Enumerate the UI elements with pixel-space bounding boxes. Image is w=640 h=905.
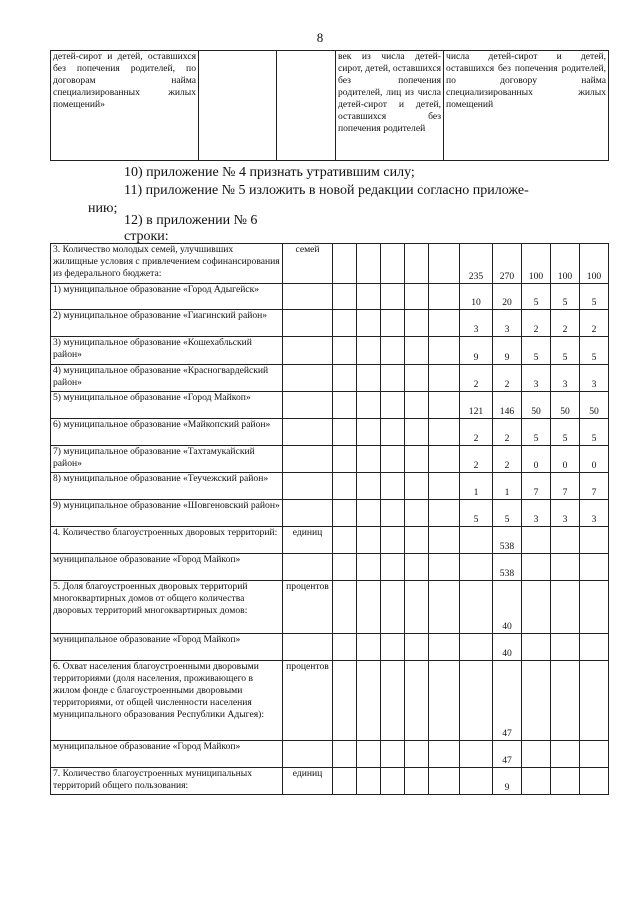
row-description: 2) муниципальное образование «Гиагинский район» bbox=[51, 310, 283, 337]
value-cell: 1 bbox=[493, 473, 522, 500]
empty-cell bbox=[429, 527, 460, 554]
value-cell bbox=[460, 527, 493, 554]
empty-cell bbox=[333, 634, 357, 661]
empty-cell bbox=[429, 661, 460, 741]
row-unit: семей bbox=[283, 244, 333, 284]
row-unit bbox=[283, 419, 333, 446]
row-description: муниципальное образование «Город Майкоп» bbox=[51, 554, 283, 581]
empty-cell bbox=[405, 365, 429, 392]
empty-cell bbox=[333, 284, 357, 310]
empty-cell bbox=[381, 310, 405, 337]
value-cell: 47 bbox=[493, 661, 522, 741]
table-row bbox=[51, 365, 609, 392]
table-row bbox=[51, 741, 609, 768]
value-cell: 2 bbox=[493, 365, 522, 392]
value-cell bbox=[522, 768, 551, 795]
value-cell: 9 bbox=[493, 337, 522, 365]
empty-cell bbox=[429, 768, 460, 795]
value-cell bbox=[580, 634, 609, 661]
row-unit bbox=[283, 337, 333, 365]
indicators-table bbox=[50, 243, 609, 795]
value-cell: 50 bbox=[522, 392, 551, 419]
value-cell bbox=[460, 634, 493, 661]
empty-cell bbox=[405, 581, 429, 634]
table-row bbox=[51, 392, 609, 419]
table-row bbox=[51, 581, 609, 634]
empty-cell bbox=[381, 446, 405, 473]
empty-cell bbox=[277, 51, 336, 161]
value-cell: 9 bbox=[493, 768, 522, 795]
row-description: 6. Охват населения благоустроенными дворовыми территориями (доля населения, проживающего в жилом фонде с благоустроенными дворовыми территориями, от общей численности населения муниципального образования Республики Адыгея): bbox=[51, 661, 283, 741]
value-cell bbox=[580, 554, 609, 581]
row-description: муниципальное образование «Город Майкоп» bbox=[51, 741, 283, 768]
value-cell bbox=[551, 768, 580, 795]
value-cell: 3 bbox=[551, 365, 580, 392]
empty-cell bbox=[357, 527, 381, 554]
row-description: 1) муниципальное образование «Город Адыгейск» bbox=[51, 284, 283, 310]
empty-cell bbox=[429, 419, 460, 446]
empty-cell bbox=[381, 365, 405, 392]
value-cell: 7 bbox=[551, 473, 580, 500]
value-cell: 121 bbox=[460, 392, 493, 419]
row-description: 7) муниципальное образование «Тахтамукайский район» bbox=[51, 446, 283, 473]
value-cell bbox=[580, 661, 609, 741]
empty-cell bbox=[405, 244, 429, 284]
empty-cell bbox=[357, 310, 381, 337]
empty-cell bbox=[381, 337, 405, 365]
value-cell bbox=[580, 527, 609, 554]
empty-cell bbox=[357, 284, 381, 310]
empty-cell bbox=[429, 741, 460, 768]
value-cell: 2 bbox=[493, 446, 522, 473]
empty-cell bbox=[429, 554, 460, 581]
value-cell bbox=[460, 741, 493, 768]
row-description: 5) муниципальное образование «Город Майкоп» bbox=[51, 392, 283, 419]
value-cell: 100 bbox=[580, 244, 609, 284]
value-cell: 9 bbox=[460, 337, 493, 365]
row-description: 9) муниципальное образование «Шовгеновский район» bbox=[51, 500, 283, 527]
table-row bbox=[51, 500, 609, 527]
value-cell bbox=[551, 634, 580, 661]
empty-cell bbox=[333, 500, 357, 527]
empty-cell bbox=[333, 581, 357, 634]
value-cell: 3 bbox=[580, 365, 609, 392]
table-row bbox=[51, 768, 609, 795]
empty-cell bbox=[429, 244, 460, 284]
row-unit bbox=[283, 741, 333, 768]
empty-cell bbox=[405, 473, 429, 500]
value-cell: 3 bbox=[522, 365, 551, 392]
table-row bbox=[51, 554, 609, 581]
empty-cell bbox=[405, 284, 429, 310]
value-cell bbox=[580, 741, 609, 768]
paragraph-12: 12) в приложении № 6 bbox=[124, 213, 258, 228]
value-cell: 50 bbox=[551, 392, 580, 419]
row-description: 6) муниципальное образование «Майкопский район» bbox=[51, 419, 283, 446]
empty-cell bbox=[429, 392, 460, 419]
value-cell: 2 bbox=[460, 446, 493, 473]
empty-cell bbox=[405, 500, 429, 527]
empty-cell bbox=[357, 741, 381, 768]
empty-cell bbox=[405, 554, 429, 581]
table-row bbox=[51, 446, 609, 473]
value-cell: 5 bbox=[580, 284, 609, 310]
value-cell: 40 bbox=[493, 634, 522, 661]
empty-cell bbox=[357, 446, 381, 473]
value-cell bbox=[460, 581, 493, 634]
value-cell bbox=[522, 581, 551, 634]
value-cell: 5 bbox=[522, 419, 551, 446]
empty-cell bbox=[429, 473, 460, 500]
page-number: 8 bbox=[316, 30, 324, 45]
value-cell: 2 bbox=[522, 310, 551, 337]
value-cell: 3 bbox=[493, 310, 522, 337]
value-cell bbox=[551, 554, 580, 581]
empty-cell bbox=[357, 768, 381, 795]
value-cell: 5 bbox=[460, 500, 493, 527]
empty-cell bbox=[333, 661, 357, 741]
row-unit: единиц bbox=[283, 768, 333, 795]
empty-cell bbox=[333, 337, 357, 365]
value-cell: 5 bbox=[493, 500, 522, 527]
value-cell: 1 bbox=[460, 473, 493, 500]
empty-cell bbox=[333, 310, 357, 337]
empty-cell bbox=[199, 51, 277, 161]
value-cell bbox=[551, 527, 580, 554]
empty-cell bbox=[429, 500, 460, 527]
row-unit bbox=[283, 473, 333, 500]
value-cell: 3 bbox=[551, 500, 580, 527]
value-cell bbox=[522, 554, 551, 581]
cell-text: числа детей-сирот и детей, оставшихся без попечения родителей, по договору найма специализированных жилых помещений bbox=[444, 51, 609, 161]
empty-cell bbox=[333, 554, 357, 581]
empty-cell bbox=[357, 419, 381, 446]
empty-cell bbox=[381, 661, 405, 741]
empty-cell bbox=[333, 446, 357, 473]
value-cell: 7 bbox=[522, 473, 551, 500]
cell-text: детей-сирот и детей, оставшихся без попечения родителей, по договорам найма специализированных жилых помещений» bbox=[51, 51, 199, 161]
empty-cell bbox=[357, 634, 381, 661]
value-cell: 20 bbox=[493, 284, 522, 310]
value-cell: 5 bbox=[522, 284, 551, 310]
row-description: 8) муниципальное образование «Теучежский район» bbox=[51, 473, 283, 500]
empty-cell bbox=[405, 741, 429, 768]
empty-cell bbox=[381, 554, 405, 581]
value-cell: 5 bbox=[551, 284, 580, 310]
value-cell bbox=[551, 661, 580, 741]
paragraph-10: 10) приложение № 4 признать утратившим силу; bbox=[124, 165, 415, 180]
value-cell: 10 bbox=[460, 284, 493, 310]
value-cell bbox=[580, 581, 609, 634]
empty-cell bbox=[405, 527, 429, 554]
row-unit bbox=[283, 310, 333, 337]
table-row bbox=[51, 473, 609, 500]
row-unit bbox=[283, 634, 333, 661]
empty-cell bbox=[381, 581, 405, 634]
value-cell bbox=[522, 661, 551, 741]
empty-cell bbox=[381, 500, 405, 527]
empty-cell bbox=[333, 741, 357, 768]
value-cell bbox=[460, 768, 493, 795]
paragraph-12-cont: строки: bbox=[124, 229, 169, 244]
row-description: 5. Доля благоустроенных дворовых территорий многоквартирных домов от общего количества дворовых территорий многоквартирных домов: bbox=[51, 581, 283, 634]
row-description: 4) муниципальное образование «Красногвардейский район» bbox=[51, 365, 283, 392]
empty-cell bbox=[333, 527, 357, 554]
value-cell: 538 bbox=[493, 554, 522, 581]
cell-text: век из числа детей-сирот, детей, оставшихся без попечения родителей, лиц из числа детей-сирот и детей, оставшихся без попечения родителей bbox=[336, 51, 444, 161]
value-cell: 7 bbox=[580, 473, 609, 500]
empty-cell bbox=[357, 554, 381, 581]
empty-cell bbox=[405, 419, 429, 446]
value-cell: 538 bbox=[493, 527, 522, 554]
table-row bbox=[51, 337, 609, 365]
row-unit bbox=[283, 500, 333, 527]
value-cell: 2 bbox=[493, 419, 522, 446]
empty-cell bbox=[405, 768, 429, 795]
empty-cell bbox=[357, 500, 381, 527]
empty-cell bbox=[429, 581, 460, 634]
value-cell: 40 bbox=[493, 581, 522, 634]
value-cell bbox=[522, 527, 551, 554]
empty-cell bbox=[333, 392, 357, 419]
empty-cell bbox=[381, 284, 405, 310]
empty-cell bbox=[357, 365, 381, 392]
table-row bbox=[51, 244, 609, 284]
empty-cell bbox=[429, 365, 460, 392]
table-row bbox=[51, 661, 609, 741]
value-cell: 5 bbox=[551, 419, 580, 446]
empty-cell bbox=[405, 661, 429, 741]
paragraph-11: 11) приложение № 5 изложить в новой редакции согласно приложе- bbox=[124, 183, 529, 198]
empty-cell bbox=[357, 661, 381, 741]
row-unit bbox=[283, 392, 333, 419]
value-cell bbox=[522, 741, 551, 768]
empty-cell bbox=[405, 392, 429, 419]
row-unit bbox=[283, 284, 333, 310]
empty-cell bbox=[405, 446, 429, 473]
value-cell: 2 bbox=[460, 365, 493, 392]
row-unit bbox=[283, 365, 333, 392]
empty-cell bbox=[381, 741, 405, 768]
value-cell: 5 bbox=[580, 337, 609, 365]
empty-cell bbox=[405, 634, 429, 661]
table-row bbox=[51, 419, 609, 446]
table-row bbox=[51, 310, 609, 337]
empty-cell bbox=[429, 446, 460, 473]
empty-cell bbox=[381, 634, 405, 661]
row-unit bbox=[283, 554, 333, 581]
table-row bbox=[51, 527, 609, 554]
empty-cell bbox=[381, 768, 405, 795]
paragraph-11-cont: нию; bbox=[88, 201, 118, 216]
empty-cell bbox=[429, 310, 460, 337]
value-cell: 2 bbox=[580, 310, 609, 337]
empty-cell bbox=[381, 473, 405, 500]
value-cell bbox=[551, 741, 580, 768]
value-cell: 2 bbox=[551, 310, 580, 337]
value-cell: 5 bbox=[580, 419, 609, 446]
value-cell bbox=[551, 581, 580, 634]
table-row bbox=[51, 284, 609, 310]
empty-cell bbox=[405, 310, 429, 337]
value-cell: 146 bbox=[493, 392, 522, 419]
value-cell: 235 bbox=[460, 244, 493, 284]
value-cell: 100 bbox=[551, 244, 580, 284]
value-cell: 5 bbox=[551, 337, 580, 365]
row-description: муниципальное образование «Город Майкоп» bbox=[51, 634, 283, 661]
empty-cell bbox=[333, 419, 357, 446]
continuation-table bbox=[50, 50, 609, 161]
empty-cell bbox=[357, 581, 381, 634]
empty-cell bbox=[429, 634, 460, 661]
value-cell: 3 bbox=[460, 310, 493, 337]
empty-cell bbox=[333, 473, 357, 500]
value-cell: 5 bbox=[522, 337, 551, 365]
row-unit bbox=[283, 446, 333, 473]
value-cell: 3 bbox=[580, 500, 609, 527]
value-cell: 0 bbox=[580, 446, 609, 473]
value-cell bbox=[580, 768, 609, 795]
empty-cell bbox=[333, 365, 357, 392]
empty-cell bbox=[381, 244, 405, 284]
value-cell: 0 bbox=[551, 446, 580, 473]
empty-cell bbox=[429, 337, 460, 365]
row-description: 3) муниципальное образование «Кошехабльский район» bbox=[51, 337, 283, 365]
empty-cell bbox=[333, 768, 357, 795]
empty-cell bbox=[357, 244, 381, 284]
table-row bbox=[51, 634, 609, 661]
value-cell bbox=[460, 554, 493, 581]
row-unit: процентов bbox=[283, 581, 333, 634]
value-cell: 2 bbox=[460, 419, 493, 446]
value-cell: 100 bbox=[522, 244, 551, 284]
row-description: 3. Количество молодых семей, улучшивших жилищные условия с привлечением софинансирования из федерального бюджета: bbox=[51, 244, 283, 284]
value-cell: 270 bbox=[493, 244, 522, 284]
value-cell bbox=[460, 661, 493, 741]
empty-cell bbox=[357, 473, 381, 500]
empty-cell bbox=[381, 392, 405, 419]
empty-cell bbox=[333, 244, 357, 284]
value-cell: 50 bbox=[580, 392, 609, 419]
empty-cell bbox=[381, 527, 405, 554]
empty-cell bbox=[381, 419, 405, 446]
value-cell: 3 bbox=[522, 500, 551, 527]
value-cell bbox=[522, 634, 551, 661]
empty-cell bbox=[405, 337, 429, 365]
row-description: 4. Количество благоустроенных дворовых территорий: bbox=[51, 527, 283, 554]
empty-cell bbox=[357, 392, 381, 419]
row-description: 7. Количество благоустроенных муниципальных территорий общего пользования: bbox=[51, 768, 283, 795]
row-unit: единиц bbox=[283, 527, 333, 554]
row-unit: процентов bbox=[283, 661, 333, 741]
empty-cell bbox=[357, 337, 381, 365]
value-cell: 0 bbox=[522, 446, 551, 473]
empty-cell bbox=[429, 284, 460, 310]
value-cell: 47 bbox=[493, 741, 522, 768]
